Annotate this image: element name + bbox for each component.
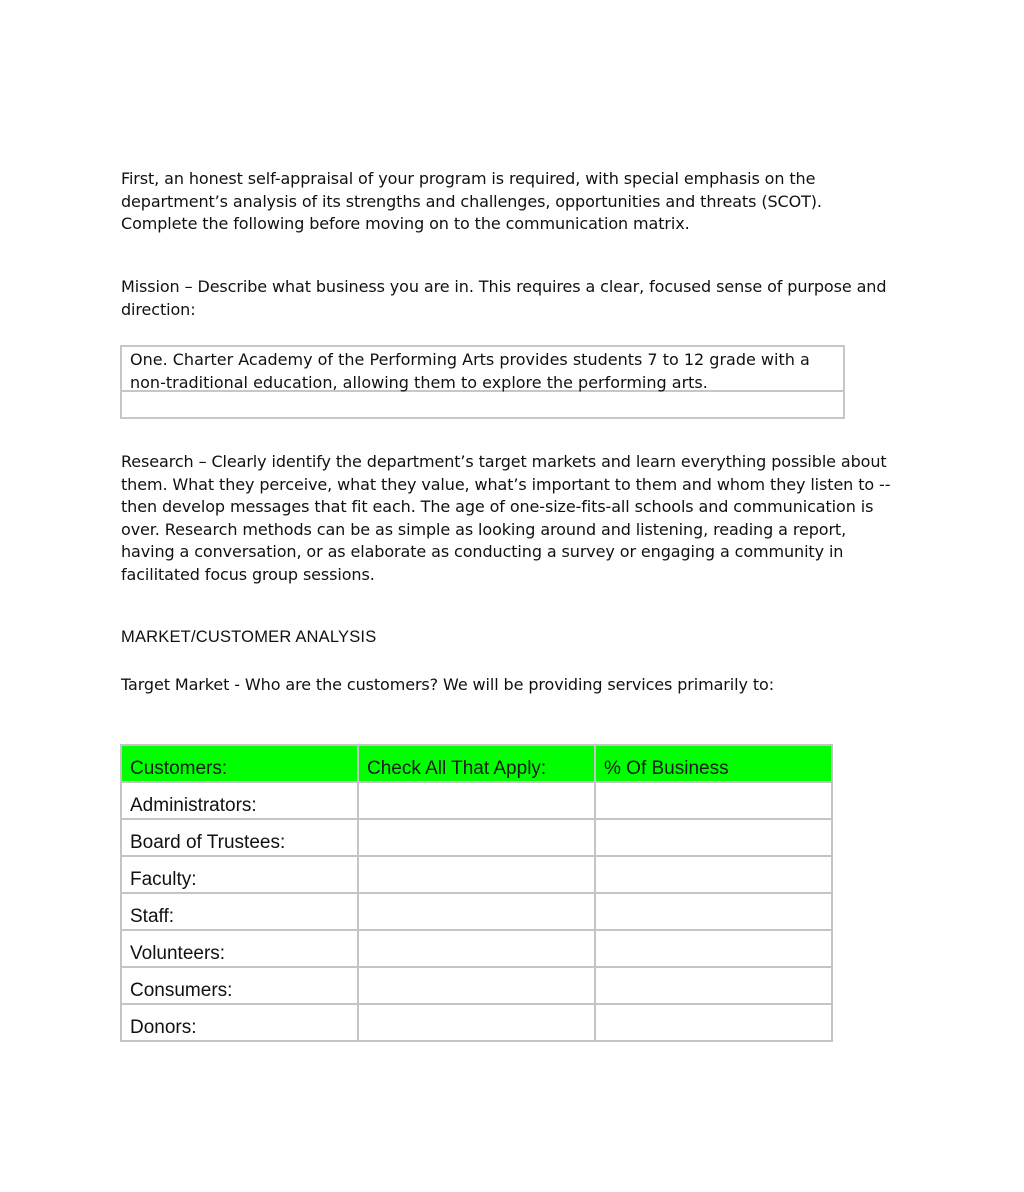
- customer-table: [120, 744, 833, 1042]
- check-cell[interactable]: [358, 1004, 595, 1041]
- customer-label: Consumers:: [121, 967, 358, 1004]
- percent-cell[interactable]: [595, 1004, 832, 1041]
- table-row: [121, 930, 832, 967]
- percent-cell[interactable]: [595, 967, 832, 1004]
- check-cell[interactable]: [358, 782, 595, 819]
- mission-answer-box: [120, 345, 845, 419]
- customer-label: Faculty:: [121, 856, 358, 893]
- table-row: [121, 782, 832, 819]
- customer-label: Volunteers:: [121, 930, 358, 967]
- check-cell[interactable]: [358, 819, 595, 856]
- customer-label: Administrators:: [121, 782, 358, 819]
- market-analysis-heading: MARKET/CUSTOMER ANALYSIS: [121, 628, 377, 646]
- percent-cell[interactable]: [595, 930, 832, 967]
- percent-cell[interactable]: [595, 819, 832, 856]
- check-cell[interactable]: [358, 930, 595, 967]
- table-row: [121, 1004, 832, 1041]
- mission-answer[interactable]: One. Charter Academy of the Performing Arts provides students 7 to 12 grade with a non-traditional education, allowing them to explore the performing arts.: [122, 347, 843, 392]
- target-market-prompt: Target Market - Who are the customers? We will be providing services primarily to:: [121, 675, 774, 694]
- table-row: [121, 856, 832, 893]
- check-cell[interactable]: [358, 856, 595, 893]
- customer-label: Staff:: [121, 893, 358, 930]
- research-paragraph: Research – Clearly identify the department’s target markets and learn everything possible about them. What they perceive, what they value, what’s important to them and whom they listen to -- then develop messages that fit each. The age of one-size-fits-all schools and communication is over. Research methods can be as simple as looking around and listening, reading a report, having a conversation, or as elaborate as conducting a survey or engaging a community in facilitated focus group sessions.: [121, 452, 891, 584]
- table-row: [121, 819, 832, 856]
- intro-paragraph: First, an honest self-appraisal of your program is required, with special emphasis on the department’s analysis of its strengths and challenges, opportunities and threats (SCOT). Complete the following before moving on to the communication matrix.: [121, 169, 822, 233]
- percent-cell[interactable]: [595, 856, 832, 893]
- customer-label: Donors:: [121, 1004, 358, 1041]
- customer-label: Board of Trustees:: [121, 819, 358, 856]
- column-header-percent: % Of Business: [595, 745, 832, 782]
- mission-prompt: Mission – Describe what business you are in. This requires a clear, focused sense of purpose and direction:: [121, 277, 887, 319]
- check-cell[interactable]: [358, 893, 595, 930]
- check-cell[interactable]: [358, 967, 595, 1004]
- table-row: [121, 967, 832, 1004]
- column-header-check: Check All That Apply:: [358, 745, 595, 782]
- table-header-row: [121, 745, 832, 782]
- percent-cell[interactable]: [595, 893, 832, 930]
- column-header-customers: Customers:: [121, 745, 358, 782]
- mission-answer-extra[interactable]: [122, 392, 843, 417]
- percent-cell[interactable]: [595, 782, 832, 819]
- table-row: [121, 893, 832, 930]
